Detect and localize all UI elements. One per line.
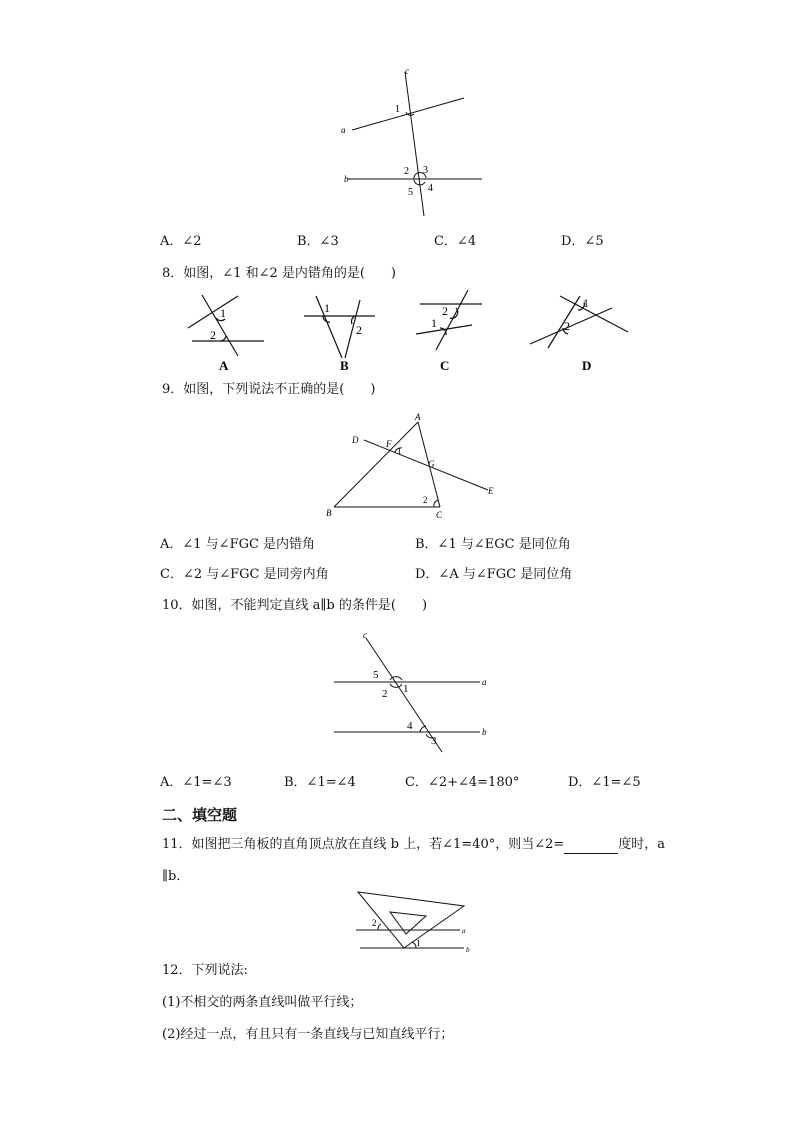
q10-option-c: C．∠2+∠4=180° [405,775,520,790]
q7-option-d: D．∠5 [561,234,604,249]
q9-option-a: A．∠1 与∠FGC 是内错角 [160,537,316,552]
q10-label-b: b [482,727,487,737]
q9-option-c: C．∠2 与∠FGC 是同旁内角 [160,567,329,582]
q10-angle-2: 2 [382,688,388,700]
q9-option-d: D．∠A 与∠FGC 是同位角 [415,567,573,582]
triangle-ruler-inner [390,912,426,934]
q7-option-c: C．∠4 [434,234,477,249]
label-b: b [344,174,349,184]
q9-stem: 9．如图，下列说法不正确的是( ) [162,382,376,397]
q8c-angle-2: 2 [442,304,448,318]
q10-option-b: B．∠1=∠4 [284,775,356,790]
q9-angle-1: 1 [397,446,402,456]
q10-label-c: c [363,630,367,640]
q8a-angle-2: 2 [210,328,216,342]
q8-stem: 8．如图，∠1 和∠2 是内错角的是( ) [162,266,397,281]
q8b-angle-2: 2 [356,323,362,337]
angle-5: 5 [408,187,413,198]
q8d-angle-2: 2 [564,319,570,333]
q7-option-b: B．∠3 [297,234,339,249]
label-c: c [405,66,409,76]
q11-figure [350,890,480,952]
q10-figure [330,630,500,758]
q9-figure [322,410,508,522]
angle-3: 3 [423,165,428,176]
q11-label-a: a [462,927,466,935]
q10-angle-4: 4 [407,720,413,732]
q12-item-1: (1)不相交的两条直线叫做平行线； [162,995,363,1010]
q11-angle-1: 1 [416,938,421,948]
q12-item-2: (2)经过一点，有且只有一条直线与已知直线平行； [162,1027,454,1042]
label-a: a [341,125,346,135]
q7-figure [330,62,500,222]
q9-angle-2: 2 [423,495,428,505]
q10-stem: 10．如图，不能判定直线 a∥b 的条件是( ) [162,598,428,613]
q11-stem-before: 11．如图把三角板的直角顶点放在直线 b 上，若∠1=40°，则当∠2= [162,837,565,852]
q9-point-d: D [352,435,359,445]
q9-point-a: A [415,412,421,422]
q8-figures [180,288,640,374]
q9-point-g: G [428,459,435,469]
q9-point-c: C [436,510,443,520]
q10-angle-5: 5 [373,669,379,681]
q10-option-d: D．∠1=∠5 [568,775,641,790]
q8b-angle-1: 1 [324,301,330,315]
q8-label-d: D [582,358,592,373]
q11-angle-2: 2 [372,918,377,928]
q11-stem [162,836,665,854]
q9-point-f: F [386,439,392,449]
q9-point-b: B [326,508,332,518]
q11-answer-blank[interactable] [564,839,618,854]
q10-option-a: A．∠1=∠3 [160,775,232,790]
q9-point-e: E [488,486,494,496]
q8d-angle-1: 1 [583,296,589,310]
q7-option-a: A．∠2 [160,234,202,249]
angle-4: 4 [428,183,433,194]
q8-label-b: B [340,358,349,373]
q8a-angle-1: 1 [220,306,226,320]
q10-angle-1: 1 [403,683,409,695]
angle-2: 2 [404,166,409,177]
angle-1: 1 [395,104,400,115]
q10-angle-3: 3 [431,735,437,747]
q11-stem-line2: ∥b． [162,869,190,884]
q10-label-a: a [482,677,487,687]
q8c-angle-1: 1 [431,316,437,330]
q9-option-b: B．∠1 与∠EGC 是同位角 [415,537,571,552]
section-title: 二、填空题 [162,806,238,824]
q8-label-c: C [440,358,450,373]
q12-stem: 12．下列说法: [162,963,248,978]
q11-stem-after: 度时，a [618,837,666,852]
q8-label-a: A [219,358,229,373]
q11-label-b: b [466,946,470,954]
